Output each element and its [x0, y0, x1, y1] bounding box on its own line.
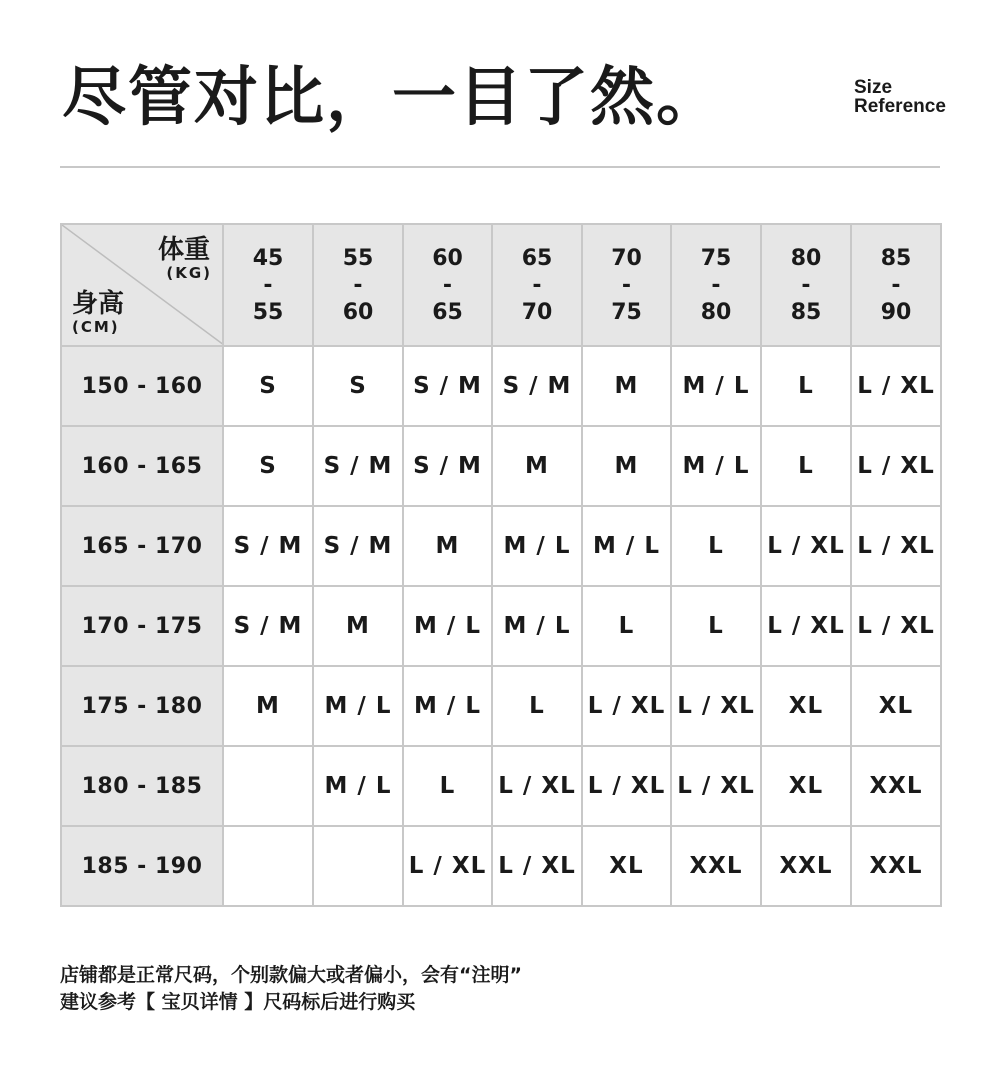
size-cell: M / L	[313, 746, 403, 826]
size-cell: M / L	[492, 506, 582, 586]
size-cell: L / XL	[492, 826, 582, 906]
size-cell	[223, 746, 313, 826]
size-cell: M / L	[492, 586, 582, 666]
weight-range-sep: -	[891, 272, 901, 298]
size-cell: L	[582, 586, 671, 666]
height-range-header: 185 - 190	[61, 826, 223, 906]
weight-range-from: 60	[432, 245, 463, 271]
size-cell: L / XL	[582, 666, 671, 746]
size-cell: L / XL	[851, 426, 941, 506]
weight-range-sep: -	[711, 272, 721, 298]
weight-range-to: 55	[252, 299, 284, 325]
weight-range-from: 55	[342, 245, 374, 271]
size-cell: M / L	[403, 586, 492, 666]
weight-range-from: 85	[880, 245, 912, 271]
weight-range-header	[403, 224, 492, 346]
weight-range-from: 70	[611, 245, 642, 271]
size-cell: M	[403, 506, 492, 586]
size-cell: XXL	[671, 826, 761, 906]
size-cell: S	[223, 426, 313, 506]
size-note-line1: 店铺都是正常尺码，个别款偏大或者偏小，会有“注明”	[60, 964, 522, 986]
weight-range-to: 65	[432, 299, 463, 325]
size-cell: S / M	[403, 346, 492, 426]
size-cell: M / L	[671, 426, 761, 506]
size-cell: L / XL	[761, 506, 851, 586]
weight-range-header	[761, 224, 851, 346]
size-cell: L	[492, 666, 582, 746]
table-row	[61, 346, 941, 426]
size-cell: XL	[761, 666, 851, 746]
weight-range-from: 75	[700, 245, 732, 271]
size-cell: M	[313, 586, 403, 666]
size-cell	[223, 826, 313, 906]
size-cell: S / M	[223, 586, 313, 666]
size-cell: L	[671, 586, 761, 666]
height-range-header: 175 - 180	[61, 666, 223, 746]
size-cell: M / L	[403, 666, 492, 746]
size-cell: S	[223, 346, 313, 426]
weight-range-from: 65	[521, 245, 553, 271]
weight-range-header	[671, 224, 761, 346]
size-cell: XL	[761, 746, 851, 826]
size-cell: L / XL	[671, 666, 761, 746]
table-row	[61, 666, 941, 746]
weight-axis-label	[158, 237, 210, 281]
size-cell: L / XL	[582, 746, 671, 826]
table-row	[61, 506, 941, 586]
weight-header-row	[61, 224, 941, 346]
size-cell: S	[313, 346, 403, 426]
size-cell: XL	[851, 666, 941, 746]
weight-range-to: 85	[790, 299, 822, 325]
height-range-header: 150 - 160	[61, 346, 223, 426]
weight-range-to: 60	[342, 299, 374, 325]
table-row	[61, 586, 941, 666]
size-chart-body	[61, 346, 941, 906]
size-reference-label	[854, 78, 946, 116]
height-range-header: 170 - 175	[61, 586, 223, 666]
size-cell: XXL	[761, 826, 851, 906]
size-cell: L	[761, 426, 851, 506]
table-row	[61, 746, 941, 826]
table-row	[61, 426, 941, 506]
size-cell: L / XL	[671, 746, 761, 826]
size-cell: S / M	[313, 506, 403, 586]
weight-range-header	[313, 224, 403, 346]
weight-range-sep: -	[621, 272, 632, 298]
corner-header-cell	[61, 224, 223, 346]
size-cell: L / XL	[492, 746, 582, 826]
weight-range-header	[492, 224, 582, 346]
size-chart-table	[60, 223, 942, 907]
size-cell: L / XL	[761, 586, 851, 666]
weight-range-header	[582, 224, 671, 346]
size-cell: M / L	[582, 506, 671, 586]
size-cell: S / M	[223, 506, 313, 586]
size-cell: L / XL	[403, 826, 492, 906]
size-cell: S / M	[313, 426, 403, 506]
size-cell: M	[223, 666, 313, 746]
size-cell: L / XL	[851, 586, 941, 666]
size-cell: M / L	[313, 666, 403, 746]
size-note	[60, 962, 522, 1016]
weight-unit: (KG)	[166, 264, 212, 282]
weight-range-from: 80	[790, 245, 822, 271]
size-cell: M	[582, 346, 671, 426]
size-cell: S / M	[403, 426, 492, 506]
height-range-header: 160 - 165	[61, 426, 223, 506]
size-cell: M	[492, 426, 582, 506]
weight-range-sep: -	[442, 272, 453, 298]
size-cell	[313, 826, 403, 906]
size-cell: L	[671, 506, 761, 586]
table-row	[61, 826, 941, 906]
weight-label: 体重	[157, 235, 210, 265]
weight-range-sep: -	[263, 272, 273, 298]
weight-range-from: 45	[252, 245, 284, 271]
weight-range-to: 90	[880, 299, 912, 325]
size-cell: XXL	[851, 746, 941, 826]
page-title: 尽管对比，一目了然。	[62, 61, 722, 135]
height-range-header: 180 - 185	[61, 746, 223, 826]
weight-range-sep: -	[801, 272, 811, 298]
size-cell: L	[403, 746, 492, 826]
weight-range-sep: -	[353, 272, 363, 298]
size-cell: L / XL	[851, 506, 941, 586]
size-reference-line2: Reference	[854, 96, 946, 117]
size-cell: M	[582, 426, 671, 506]
size-cell: L / XL	[851, 346, 941, 426]
height-range-header: 165 - 170	[61, 506, 223, 586]
size-reference-line1: Size	[854, 77, 893, 98]
weight-range-to: 75	[611, 299, 642, 325]
weight-range-to: 80	[700, 299, 732, 325]
weight-range-header	[223, 224, 313, 346]
height-unit: (CM)	[72, 318, 120, 336]
weight-range-header	[851, 224, 941, 346]
weight-range-sep: -	[532, 272, 542, 298]
size-cell: S / M	[492, 346, 582, 426]
header-divider	[60, 166, 940, 168]
weight-range-to: 70	[521, 299, 553, 325]
size-note-line2: 建议参考【 宝贝详情 】尺码标后进行购买	[60, 991, 416, 1013]
size-cell: XXL	[851, 826, 941, 906]
size-cell: L	[761, 346, 851, 426]
size-cell: M / L	[671, 346, 761, 426]
size-cell: XL	[582, 826, 671, 906]
height-label: 身高	[72, 289, 125, 319]
height-axis-label	[72, 291, 124, 335]
